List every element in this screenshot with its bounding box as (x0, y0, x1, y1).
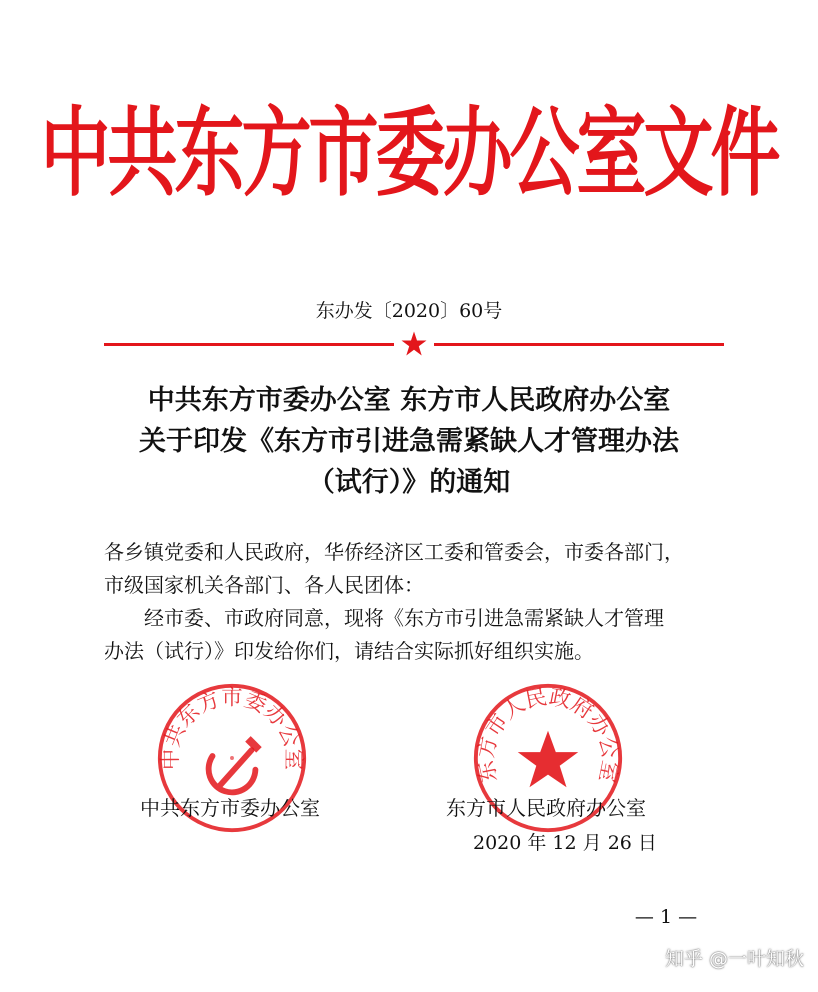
masthead-title: 中共东方市委办公室文件 (40, 96, 778, 210)
notice-body (104, 536, 730, 668)
document-number: 东办发〔2020〕60号 (315, 300, 503, 322)
paragraph-line-1: 经市委、市政府同意，现将《东方市引进急需紧缺人才管理 (144, 606, 664, 630)
issue-date: 2020 年 12 月 26 日 (473, 832, 657, 854)
notice-title (0, 380, 818, 503)
left-signer: 中共东方市委办公室 (140, 796, 320, 820)
paragraph-line-2: 办法（试行）》印发给你们，请结合实际抓好组织实施。 (104, 639, 594, 663)
recipients-line-2: 市级国家机关各部门、各人民团体： (104, 573, 424, 597)
right-seal-text: 东方市人民政府办公室 (473, 684, 623, 785)
title-line-2: 关于印发《东方市引进急需紧缺人才管理办法 (139, 426, 679, 457)
title-line-3: （试行）》的通知 (307, 467, 511, 498)
red-star-icon (401, 331, 427, 357)
page-number: — 1 — (634, 906, 698, 928)
right-signer: 东方市人民政府办公室 (446, 796, 646, 820)
title-line-1: 中共东方市委办公室 东方市人民政府办公室 (147, 385, 671, 416)
zhihu-watermark: 知乎 @一叶知秋 (664, 948, 804, 970)
red-divider-right (434, 343, 724, 346)
left-seal-text: 中共东方市委办公室 (158, 685, 306, 771)
red-divider-left (104, 343, 394, 346)
recipients-line-1: 各乡镇党委和人民政府，华侨经济区工委和管委会，市委各部门， (104, 540, 684, 564)
